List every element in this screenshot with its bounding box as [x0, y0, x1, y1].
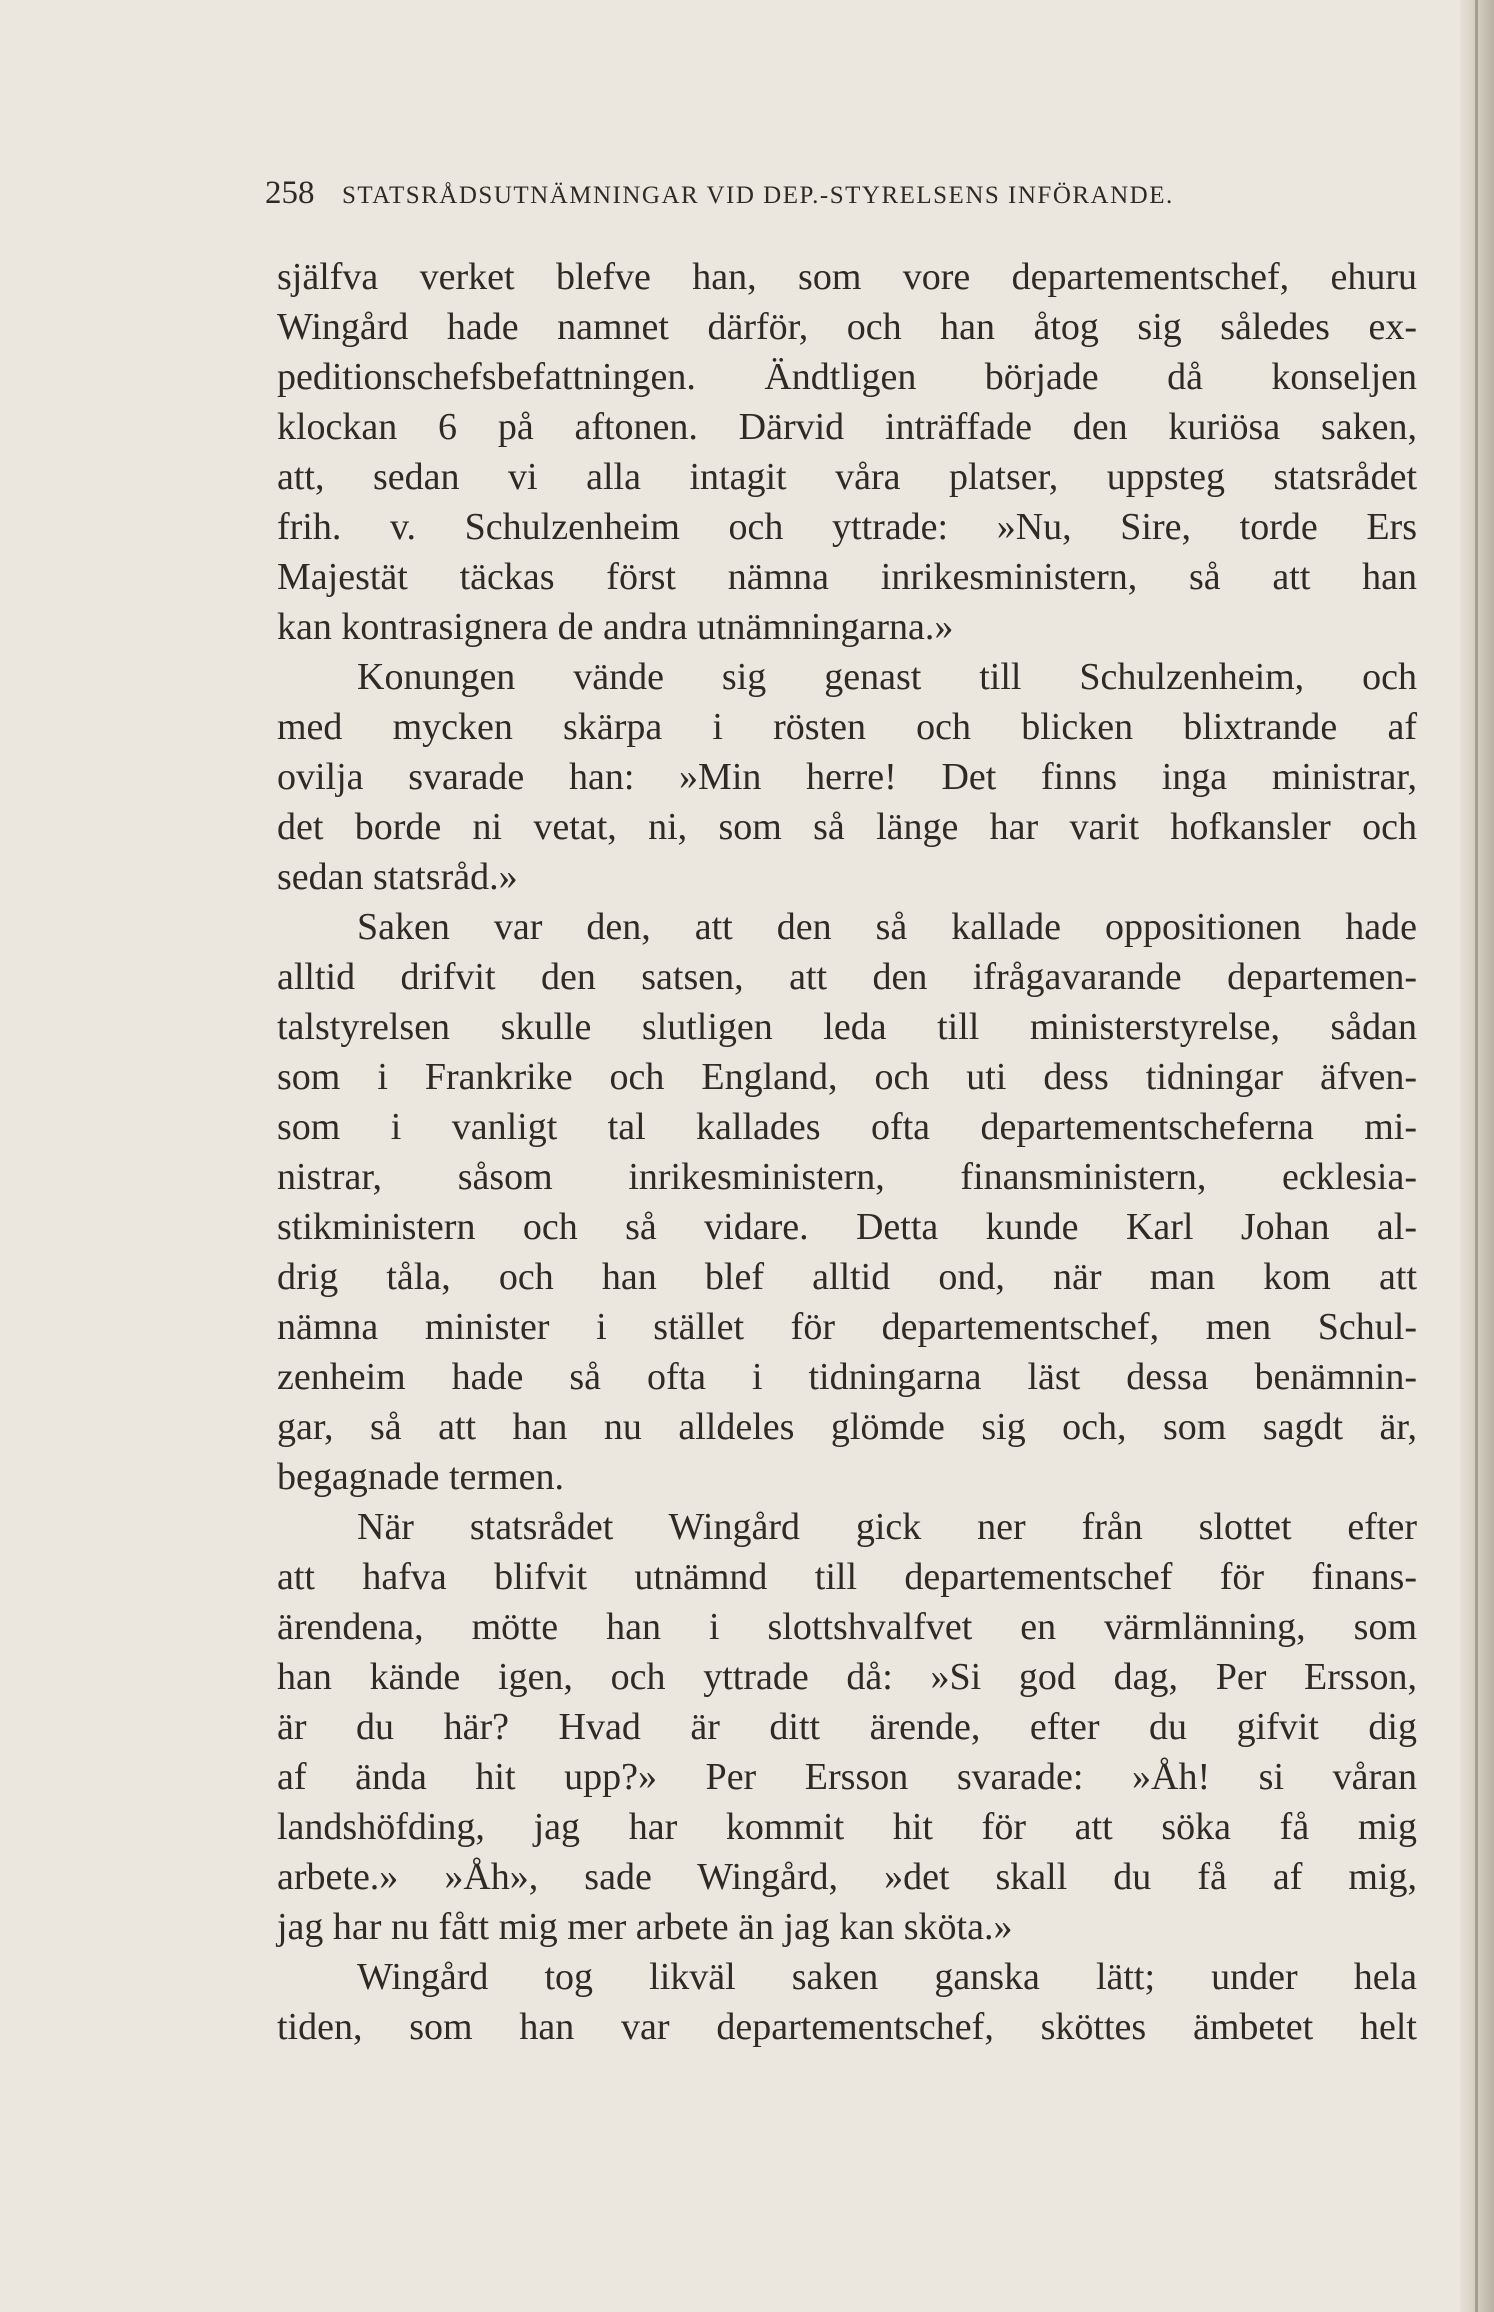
text-line: Wingård hade namnet därför, och han åtog sig således ex- — [277, 306, 1417, 348]
text-line: talstyrelsen skulle slutligen leda till ministerstyrelse, sådan — [277, 1006, 1417, 1048]
text-line: som i Frankrike och England, och uti dess tidningar äfven- — [277, 1056, 1417, 1098]
text-line: arbete.» »Åh», sade Wingård, »det skall du få af mig, — [277, 1856, 1417, 1898]
text-line: peditionschefsbefattningen. Ändtligen började då konseljen — [277, 356, 1417, 398]
text-line: nistrar, såsom inrikesministern, finansministern, ecklesia- — [277, 1156, 1417, 1198]
text-line: begagnade termen. — [277, 1456, 564, 1498]
text-line: Saken var den, att den så kallade oppositionen hade — [357, 906, 1417, 948]
text-line: gar, så att han nu alldeles glömde sig och, som sagdt är, — [277, 1406, 1417, 1448]
text-line: nämna minister i stället för departementschef, men Schul- — [277, 1306, 1417, 1348]
text-line: zenheim hade så ofta i tidningarna läst dessa benämnin- — [277, 1356, 1417, 1398]
text-line: tiden, som han var departementschef, sköttes ämbetet helt — [277, 2006, 1417, 2048]
text-line: med mycken skärpa i rösten och blicken blixtrande af — [277, 706, 1417, 748]
text-line: kan kontrasignera de andra utnämningarna.» — [277, 606, 954, 648]
text-line: att, sedan vi alla intagit våra platser, uppsteg statsrådet — [277, 456, 1417, 498]
text-line: Majestät täckas först nämna inrikesministern, så att han — [277, 556, 1417, 598]
page-number: 258 — [265, 175, 315, 211]
running-head: STATSRÅDSUTNÄMNINGAR VID DEP.-STYRELSENS INFÖRANDE. — [342, 182, 1174, 209]
page-edge-line — [1475, 0, 1478, 2312]
text-line: frih. v. Schulzenheim och yttrade: »Nu, Sire, torde Ers — [277, 506, 1417, 548]
text-line: När statsrådet Wingård gick ner från slottet efter — [357, 1506, 1417, 1548]
text-line: han kände igen, och yttrade då: »Si god dag, Per Ersson, — [277, 1656, 1417, 1698]
text-line: att hafva blifvit utnämnd till departementschef för finans- — [277, 1556, 1417, 1598]
text-line: själfva verket blefve han, som vore departementschef, ehuru — [277, 256, 1417, 298]
page-header — [265, 175, 1415, 215]
text-line: stikministern och så vidare. Detta kunde Karl Johan al- — [277, 1206, 1417, 1248]
text-line: ovilja svarade han: »Min herre! Det finns inga ministrar, — [277, 756, 1417, 798]
text-line: ärendena, mötte han i slottshvalfvet en värmlänning, som — [277, 1606, 1417, 1648]
text-line: sedan statsråd.» — [277, 856, 518, 898]
text-line: det borde ni vetat, ni, som så länge har varit hofkansler och — [277, 806, 1417, 848]
text-line: som i vanligt tal kallades ofta departementscheferna mi- — [277, 1106, 1417, 1148]
text-line: af ända hit upp?» Per Ersson svarade: »Åh! si våran — [277, 1756, 1417, 1798]
text-line: klockan 6 på aftonen. Därvid inträffade den kuriösa saken, — [277, 406, 1417, 448]
body-text — [277, 252, 1417, 2052]
text-line: jag har nu fått mig mer arbete än jag kan sköta.» — [277, 1906, 1013, 1948]
text-line: drig tåla, och han blef alltid ond, när man kom att — [277, 1256, 1417, 1298]
text-line: Wingård tog likväl saken ganska lätt; under hela — [357, 1956, 1417, 1998]
text-line: landshöfding, jag har kommit hit för att söka få mig — [277, 1806, 1417, 1848]
text-line: alltid drifvit den satsen, att den ifrågavarande departemen- — [277, 956, 1417, 998]
text-line: är du här? Hvad är ditt ärende, efter du gifvit dig — [277, 1706, 1417, 1748]
text-line: Konungen vände sig genast till Schulzenheim, och — [357, 656, 1417, 698]
